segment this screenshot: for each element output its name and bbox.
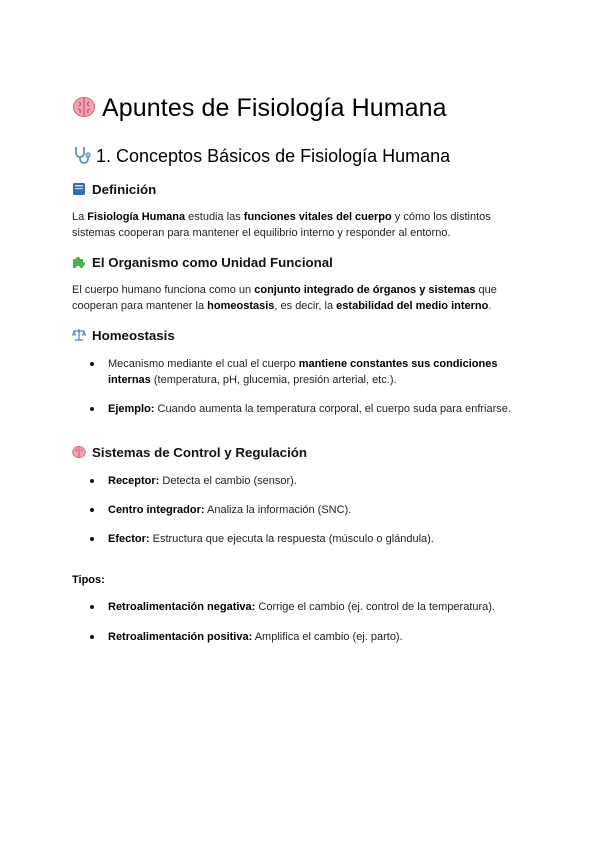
heading-homeostasis: Homeostasis [72, 328, 175, 345]
scales-icon [72, 328, 86, 345]
heading-sistemas: Sistemas de Control y Regulación [72, 445, 307, 462]
heading-definicion: Definición [72, 182, 156, 199]
heading-organismo: El Organismo como Unidad Funcional [72, 255, 333, 272]
brain-icon [72, 95, 96, 126]
page-title: Apuntes de Fisiología Humana [72, 94, 447, 126]
paragraph-definicion: La Fisiología Humana estudia las funciones vitales del cuerpo y cómo los distintos sistemas cooperan para mantener el equilibrio interno y responder al entorno. [72, 211, 491, 239]
tipos-label: Tipos: [72, 574, 105, 586]
section-title: 1. Conceptos Básicos de Fisiología Humana [72, 145, 450, 170]
brain-icon [72, 445, 86, 462]
paragraph-organismo: El cuerpo humano funciona como un conjunto integrado de órganos y sistemas que cooperan para mantener la homeostasis, es decir, la estabilidad del medio interno. [72, 284, 497, 312]
document-page: Apuntes de Fisiología Humana 1. Conceptos Básicos de Fisiología Humana Definición La Fisiología Humana estudia las funciones vitales del cuerpo y cómo los distintos sistemas cooperan para mantener el equilibrio interno y responder al entorno. El Organismo como Unidad Funcional El cuerpo humano funciona como un conjunto integrado de órganos y sistemas que cooperan para mantener la homeostasis, es decir, la estabilidad del medio interno. Homeostasis Mecanismo mediante el cual el cuerpo mantiene constantes sus condiciones internas (temperatura, pH, glucemia, presión arterial, etc.). Ejemplo: Cuando aumenta la temperatura corporal, el cuerpo suda para enfriarse. Sistemas de Control y Regulación Receptor: Detecta el cambio (sensor). Centro integrador: Analiza la información (SNC). Efector: Estructura que ejecuta la respuesta (músculo o glándula). Tipos: Retroalimentación negativa: Corrige el cambio (ej. control de la temperatura). Retroalimentación positiva: Amplifica el cambio (ej. parto). [0, 0, 600, 848]
stethoscope-icon [72, 145, 92, 170]
book-icon [72, 182, 86, 199]
puzzle-icon [72, 255, 86, 272]
